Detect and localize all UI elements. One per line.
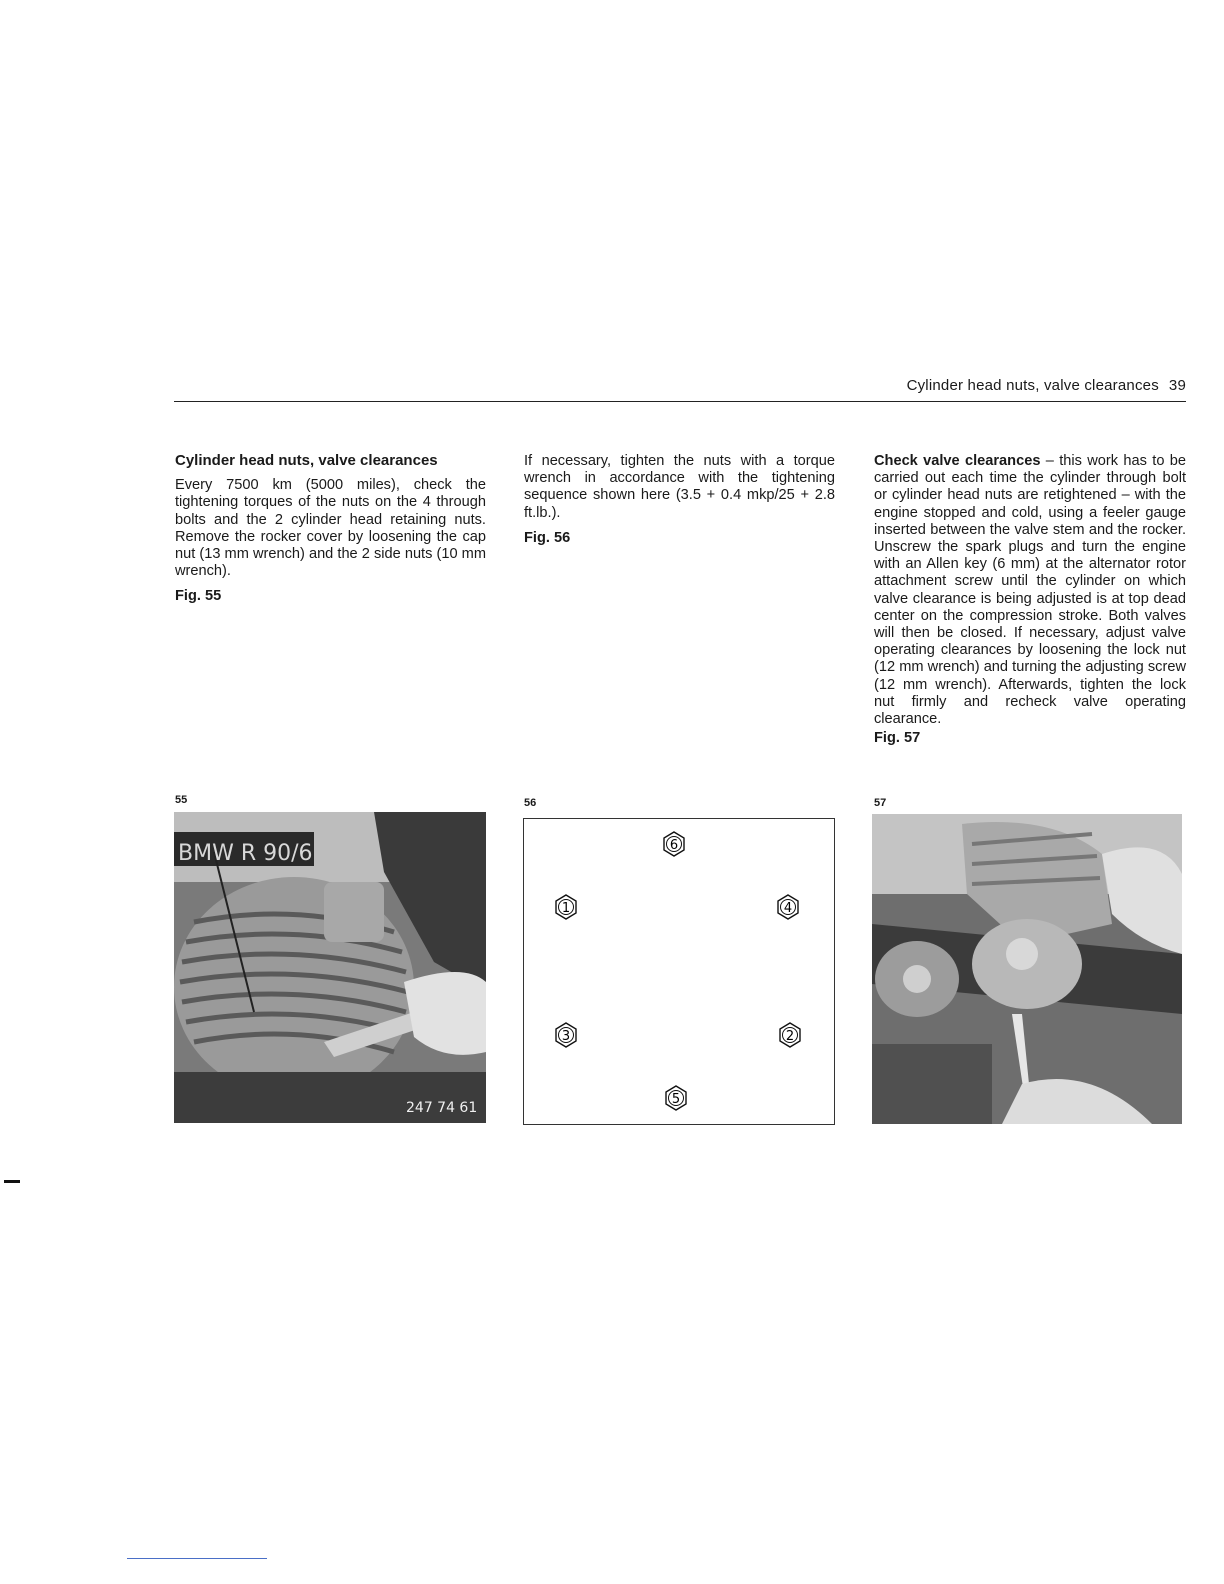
valve-adjustment-photo bbox=[872, 814, 1182, 1124]
bolt-2 bbox=[778, 1022, 802, 1053]
bolt-5-label: 5 bbox=[671, 1092, 681, 1107]
fig-55-code: 247 74 61 bbox=[406, 1100, 478, 1116]
valve-clearance-lead: Check valve clearances bbox=[874, 453, 1041, 469]
column-3 bbox=[874, 453, 1186, 747]
bolt-3 bbox=[554, 1022, 578, 1053]
fig-56-diagram bbox=[523, 818, 835, 1125]
running-title: Cylinder head nuts, valve clearances bbox=[906, 377, 1159, 394]
fig-57-number: 57 bbox=[874, 797, 887, 809]
bolt-4-label: 4 bbox=[783, 901, 793, 916]
fig-55-photo bbox=[174, 812, 486, 1123]
bolt-2-label: 2 bbox=[785, 1029, 795, 1044]
bolt-1-label: 1 bbox=[561, 901, 571, 916]
fig-57-reference: Fig. 57 bbox=[874, 730, 921, 747]
bolt-6 bbox=[662, 831, 686, 862]
page-number: 39 bbox=[1168, 377, 1186, 394]
bolt-4 bbox=[776, 894, 800, 925]
header-rule bbox=[174, 401, 1186, 402]
fig-56-number: 56 bbox=[524, 797, 537, 809]
license-plate-text: BMW R 90/6 bbox=[178, 841, 313, 866]
fig-55-number: 55 bbox=[175, 794, 188, 806]
bolt-1 bbox=[554, 894, 578, 925]
footer-line bbox=[127, 1558, 267, 1559]
column-1 bbox=[175, 452, 486, 606]
engine-cylinder-photo bbox=[174, 812, 486, 1123]
fig-56-reference: Fig. 56 bbox=[524, 529, 571, 546]
fig-57-photo bbox=[872, 814, 1182, 1124]
column-2-body: If necessary, tighten the nuts with a torque wrench in accordance with the tightening sequence shown here (3.5 + 0.4 mkp/25 + 2.8 ft.lb.). bbox=[524, 453, 835, 521]
edge-mark bbox=[4, 1180, 20, 1183]
column-1-body: Every 7500 km (5000 miles), check the tightening torques of the nuts on the 4 through bolts and the 2 cylinder head retaining nuts. Remove the rocker cover by loosening the cap nut (13 mm wrench) and the 2 side nuts (10 mm wrench). bbox=[175, 477, 486, 580]
column-2 bbox=[524, 453, 835, 547]
section-heading: Cylinder head nuts, valve clearances bbox=[175, 452, 438, 469]
bolt-5 bbox=[664, 1085, 688, 1116]
valve-clearance-text: – this work has to be carried out each time the cylinder through bolt or cylinder head nuts are retightened – with the engine stopped and cold, using a feeler gauge inserted between the valve stem and the rocker. Unscrew the spark plugs and turn the engine with an Allen key (6 mm) at the alternator rotor attachment screw until the cylinder on which valve clearance is being adjusted is at top dead center on the compression stroke. Both valves will then be closed. If necessary, adjust valve operating clearances by loosening the lock nut (12 mm wrench) and turning the adjusting screw (12 mm wrench). Afterwards, tighten the lock nut firmly and recheck valve operating clearance. bbox=[874, 453, 1186, 728]
bolt-6-label: 6 bbox=[669, 838, 679, 853]
column-3-body bbox=[874, 453, 1186, 728]
bolt-3-label: 3 bbox=[561, 1029, 571, 1044]
fig-55-reference: Fig. 55 bbox=[175, 588, 222, 605]
running-header bbox=[800, 377, 1186, 394]
